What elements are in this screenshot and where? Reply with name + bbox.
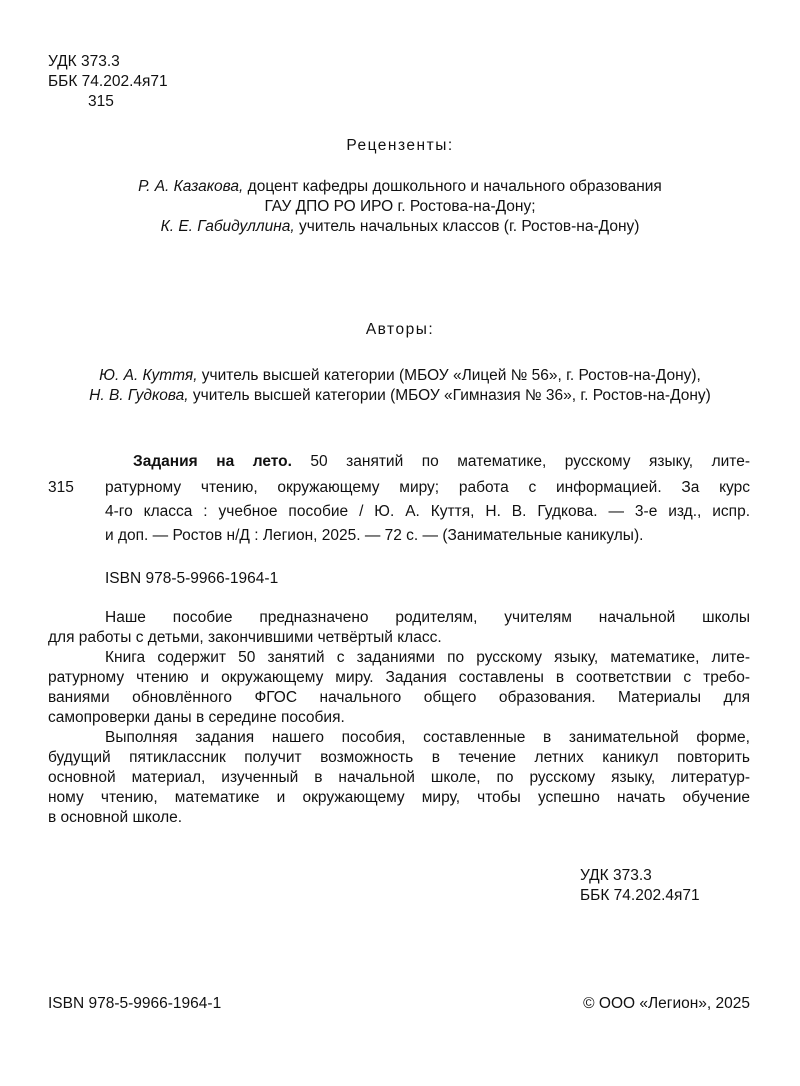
- biblio-line-4: и доп. — Ростов н/Д : Легион, 2025. — 72 с. — (Занимательные каникулы).: [105, 527, 644, 544]
- udk-code-top: УДК 373.3: [48, 53, 120, 70]
- annotation-line-11: в основной школе.: [48, 809, 183, 826]
- book-title: Задания на лето.: [133, 453, 292, 470]
- author-1-line: [0, 366, 800, 387]
- reviewers-heading: Рецензенты:: [346, 137, 454, 154]
- reviewer-2-name: К. Е. Габидуллина,: [160, 218, 295, 235]
- author-mark-top: 315: [88, 93, 114, 110]
- author-2-text: учитель высшей категории (МБОУ «Гимназия № 36», г. Ростов-на-Дону): [188, 387, 711, 404]
- reviewer-1-line-2: ГАУ ДПО РО ИРО г. Ростова-на-Дону;: [264, 198, 536, 215]
- reviewer-2-line: [0, 217, 800, 238]
- annotation-line-5: ваниями обновлённого ФГОС начального общего образования. Материалы для: [48, 689, 750, 706]
- author-1-text: учитель высшей категории (МБОУ «Лицей № 56», г. Ростов-на-Дону),: [197, 367, 701, 384]
- author-2-line: [0, 386, 800, 407]
- author-2-name: Н. В. Гудкова,: [89, 387, 189, 404]
- annotation-line-8: будущий пятиклассник получит возможность в течение летних каникул повторить: [48, 749, 750, 766]
- biblio-isbn: ISBN 978-5-9966-1964-1: [105, 570, 279, 587]
- reviewer-1-line: [0, 177, 800, 198]
- biblio-line-2: ратурному чтению, окружающему миру; работа с информацией. За курс: [105, 479, 750, 496]
- reviewer-1-name: Р. А. Казакова,: [138, 178, 244, 195]
- annotation-line-7: Выполняя задания нашего пособия, составленные в занимательной форме,: [105, 729, 750, 746]
- reviewer-2-text: учитель начальных классов (г. Ростов-на-Дону): [294, 218, 640, 235]
- author-mark: 315: [48, 479, 74, 496]
- annotation-line-10: ному чтению, математике и окружающему миру, чтобы успешно начать обучение: [48, 789, 750, 806]
- bbk-code-bottom: ББК 74.202.4я71: [580, 887, 700, 904]
- biblio-line-1: [133, 452, 750, 473]
- reviewer-1-text: доцент кафедры дошкольного и начального образования: [243, 178, 662, 195]
- author-1-name: Ю. А. Куття,: [99, 367, 198, 384]
- authors-heading: Авторы:: [365, 321, 435, 338]
- bbk-code-top: ББК 74.202.4я71: [48, 73, 168, 90]
- annotation-line-4: ратурному чтению и окружающему миру. Задания составлены в соответствии с требо-: [48, 669, 750, 686]
- footer-isbn: ISBN 978-5-9966-1964-1: [48, 995, 222, 1012]
- biblio-line-3: 4-го класса : учебное пособие / Ю. А. Куття, Н. В. Гудкова. — 3-е изд., испр.: [105, 503, 750, 520]
- biblio-line-1-rest: 50 занятий по математике, русскому языку, лите-: [291, 453, 750, 470]
- annotation-line-6: самопроверки даны в середине пособия.: [48, 709, 345, 726]
- annotation-line-9: основной материал, изученный в начальной школе, по русскому языку, литератур-: [48, 769, 750, 786]
- annotation-line-2: для работы с детьми, закончившими четвёртый класс.: [48, 629, 442, 646]
- udk-code-bottom: УДК 373.3: [580, 867, 652, 884]
- annotation-line-3: Книга содержит 50 занятий с заданиями по русскому языку, математике, лите-: [105, 649, 750, 666]
- copyright: © ООО «Легион», 2025: [583, 995, 750, 1012]
- annotation-line-1: Наше пособие предназначено родителям, учителям начальной школы: [105, 609, 750, 626]
